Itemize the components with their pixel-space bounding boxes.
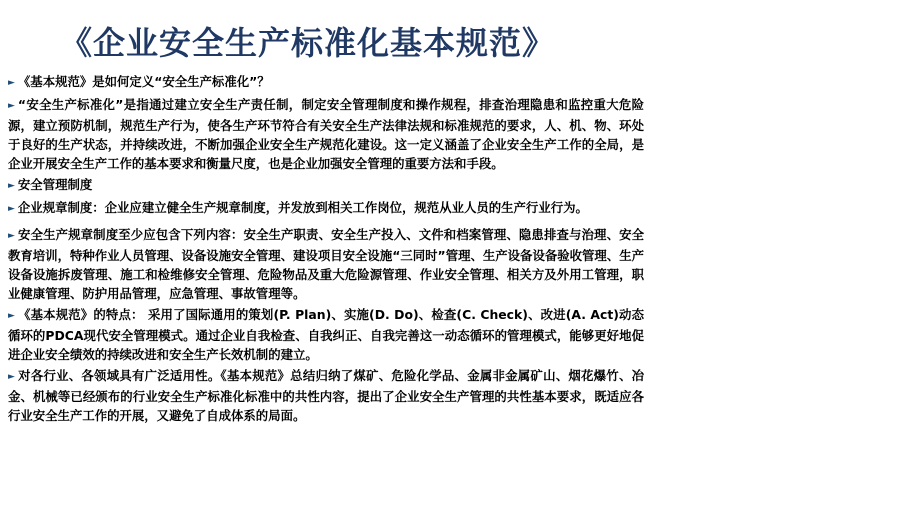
slide-body — [8, 72, 644, 427]
paragraph-definition-question: ► 《基本规范》是如何定义“安全生产标准化”？ — [8, 72, 644, 93]
arrow-right-bullet-icon: ► — [8, 204, 15, 214]
arrow-right-bullet-icon: ► — [8, 372, 15, 382]
paragraph-rules-content: ► 安全生产规章制度至少应包含下列内容：安全生产职责、安全生产投入、文件和档案管理、隐患排查与治理、安全教育培训，特种作业人员管理、设备设施安全管理、建设项目安全设施“三同时”管理、生产设备设备验收管理、生产设备设施拆废管理、施工和检维修安全管理、危险物品及重大危险源管理、作业安全管理、相关方及外用工管理，职业健康管理、防护用品管理，应急管理、事故管理等。 — [8, 227, 644, 301]
paragraph-company-rules: ► 企业规章制度：企业应建立健全生产规章制度，并发放到相关工作岗位，规范从业人员的生产行业行为。 — [8, 198, 644, 219]
arrow-right-bullet-icon: ► — [8, 78, 15, 88]
arrow-right-bullet-icon: ► — [8, 311, 15, 321]
arrow-right-bullet-icon: ► — [8, 101, 15, 111]
slide-title: 《企业安全生产标准化基本规范》 — [60, 24, 556, 62]
paragraph-features: ► 《基本规范》的特点： 采用了国际通用的策划(P. Plan)、实施(D. Do)、检查(C. Check)、改进(A. Act)动态循环的PDCA现代安全管理模式。通过企业自我检查、自我纠正、自我完善这一动态循环的管理模式，能够更好地促进企业安全绩效的持续改进和安全生产长效机制的建立。 — [8, 307, 644, 362]
paragraph-applicability: ► 对各行业、各领域具有广泛适用性。《基本规范》总结归纳了煤矿、危险化学品、金属非金属矿山、烟花爆竹、冶金、机械等已经颁布的行业安全生产标准化标准中的共性内容，提出了企业安全生产管理的共性基本要求，既适应各行业安全生产工作的开展，又避免了自成体系的局面。 — [8, 368, 644, 423]
arrow-right-bullet-icon: ► — [8, 181, 15, 191]
arrow-right-bullet-icon: ► — [8, 231, 15, 241]
paragraph-safety-system-heading: ► 安全管理制度 — [8, 175, 644, 196]
paragraph-definition: ► “安全生产标准化”是指通过建立安全生产责任制，制定安全管理制度和操作规程，排查治理隐患和监控重大危险源，建立预防机制，规范生产行为，使各生产环节符合有关安全生产法律法规和标准规范的要求，人、机、物、环处于良好的生产状态，并持续改进，不断加强企业安全生产规范化建设。这一定义涵盖了企业安全生产工作的全局，是企业开展安全生产工作的基本要求和衡量尺度，也是企业加强安全管理的重要方法和手段。 — [8, 97, 644, 171]
